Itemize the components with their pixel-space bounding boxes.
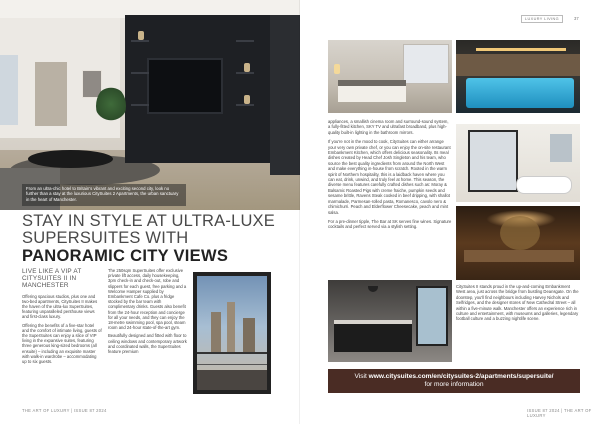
headline-line-1: STAY IN STYLE AT ULTRA-LUXE: [22, 212, 275, 230]
hero-living-room-photo: [0, 0, 300, 210]
hero-caption-box: [22, 184, 186, 206]
cta-prefix: Visit: [354, 373, 369, 380]
subheading: LIVE LIKE A VIP AT CITYSUITES II IN MANCHESTER: [22, 268, 82, 290]
body-paragraph-2: The 250sqm SuperSuites offer exclusive private lift access, daily housekeeping, 3pm check-in and check-out, robe and slippers for each guest, free parking and a Welcome Hamper supplied by Embankment Cafe Co. plus a fridge stocked by the bar team with complimentary drinks. Guests also benefit from the 24-hour reception and concierge for all your needs, and they can enjoy the 18-metre swimming pool, spa pool, steam room and 24-hour state-of-the-art gym.: [108, 268, 187, 331]
coffee-table: [28, 150, 113, 168]
page-number: 37: [574, 16, 579, 21]
body-paragraph-6: For a pre-dinner tipple, The Bar at SK serves fine wines. Signature cocktails and perfect served via a stylish setting.: [328, 218, 452, 230]
right-page-footer: ISSUE 87 2024 | THE ART OF LUXURY: [527, 408, 592, 418]
right-page: [300, 0, 600, 424]
right-column-text-2: [456, 284, 580, 322]
balcony-view-photo: [193, 272, 271, 394]
tv-screen: [147, 58, 223, 114]
body-paragraph-1: Offering the benefits of a five-star hotel and the comfort of intimate living, guests of the SuperSuites can enjoy a slice of VIP living in the expansive suites, featuring three generous king-sized bedrooms (all ensuite) – including an exquisite master with walk-in wardrobe – accommodating up to six guests.: [22, 322, 102, 365]
headline-line-3: PANORAMIC CITY VIEWS: [22, 247, 229, 265]
bedroom-photo: [328, 40, 452, 113]
section-tag: LUXURY LIVING: [521, 15, 563, 23]
hero-caption: From an ultra-chic hotel to Britain's vibrant and exciting second city, look no further than a stay at the luxurious CitySuites 2 Apartments, the urban sanctuary in the heart of Manchester.: [26, 186, 179, 202]
body-paragraph-3: Beautifully designed and fitted with floor to ceiling windows and contemporary artwork and coordinated walls, the SuperSuites feature premium: [108, 333, 187, 355]
restaurant-photo: [456, 206, 580, 280]
headline-line-2: SUPERSUITES WITH: [22, 229, 189, 247]
cta-link[interactable]: www.citysuites.com/en/citysuites-2/apartments/supersuite/: [368, 373, 554, 380]
swimming-pool-photo: [456, 40, 580, 113]
article-headline: [22, 213, 292, 265]
cta-subline: for more information: [424, 381, 484, 388]
left-page-footer: THE ART OF LUXURY | ISSUE 87 2024: [22, 408, 107, 413]
left-column-1: [22, 268, 102, 364]
kitchen-photo: [328, 280, 452, 362]
body-paragraph-4: appliances, a smallish cinema room and surround-sound system, a fully-fitted kitchen, SKY TV and ultrafast broadband, plus high-quality built-in lighting in the bathroom mirrors.: [328, 119, 449, 135]
plant: [96, 86, 126, 126]
left-column-2: [108, 268, 188, 357]
body-paragraph-7: CitySuites II stands proud in the up-and-coming Embankment West area, just across the bridge from bustling Deansgate. On the doorstep, you'll find neighbours including Harvey Nichols and Selfridges, and the designer stores of New Cathedral Street – all within a five-minute walk. Manchester offers an experience rich in culture and entertainment, with museums and galleries, legendary football culture and a buzzing nightlife scene.: [456, 284, 579, 322]
bathroom-photo: [456, 124, 580, 202]
right-column-text: [328, 119, 452, 234]
body-paragraph-5: If you're not in the mood to cook, CitySuites can either arrange your very own private chef, or you can enjoy the on-site restaurant Embankment Kitchen, which offers delicious seasonality. Its meal dishes created by Head Chef Josh Singleton and his team, who source the best quality ingredients from around the North West and make everything in-house from scratch. Rooted in the warm spirit of Northern hospitality, this is a laidback haven where you can eat, drink, unwind, and truly feel at home. This season, the diverse menu features carefully crafted dishes such as: Moray & Balsamic Roasted Pigs with creme fraiche, pumpkin seeds and sesame brittle, Ravens Steak cooked in beef dripping, with shallot marmalade, Parmesan-rolled pasta, Romanesco, cavolo nero & chimichurri. Peach and Elderflower Cheesecake, peach and mint salsa.: [328, 139, 451, 215]
cta-banner: [328, 369, 580, 393]
intro-paragraph: Offering spacious studios, plus one and two-bed apartments, CitySuites II makes the haven of the ultra-lux SuperSuites, featuring unparalleled penthouse views and first-class luxury.: [22, 293, 98, 320]
